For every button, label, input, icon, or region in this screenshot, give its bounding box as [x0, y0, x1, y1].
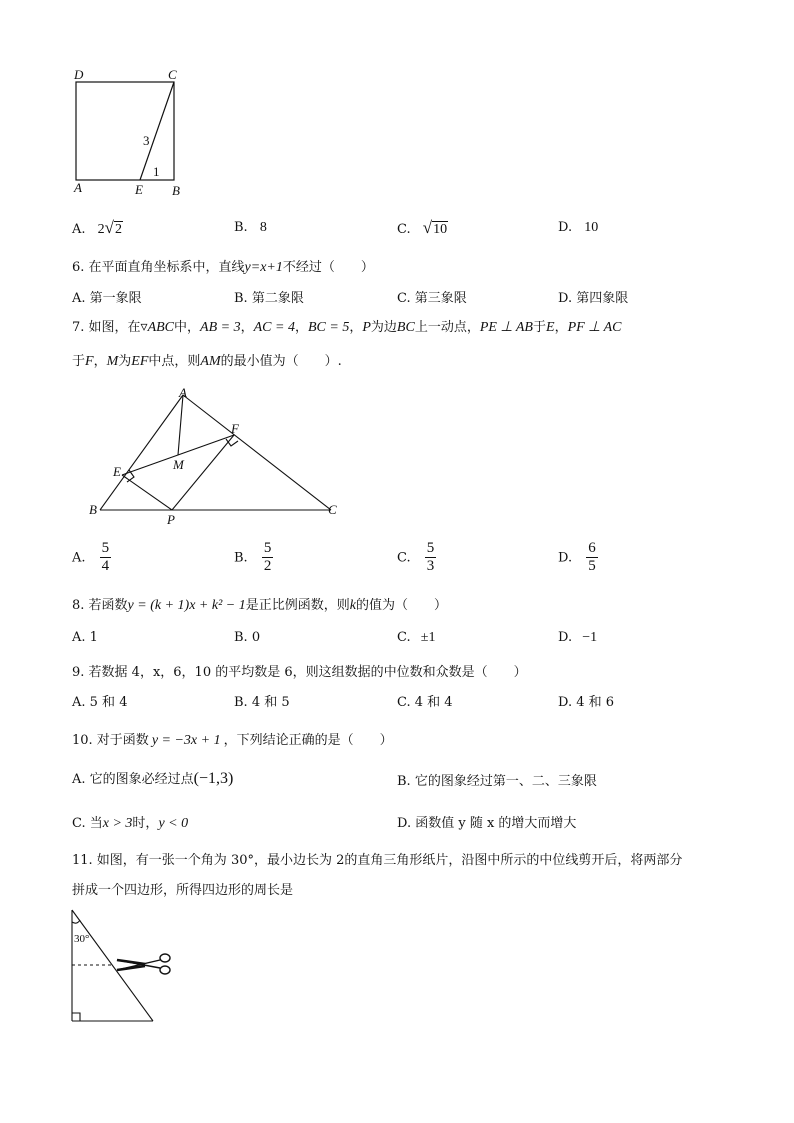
q7-text: 于: [532, 320, 546, 335]
q10-option-b[interactable]: B. 它的图象经过第一、二、三象限: [397, 774, 597, 789]
label-E: E: [135, 182, 143, 197]
sqrt-sign: √: [104, 218, 115, 237]
q10-function: y = −3x + 1: [151, 733, 221, 748]
q6-line-equation: y=x+1: [244, 260, 283, 275]
option-point: (−1,3): [193, 770, 234, 787]
label-A: A: [74, 180, 82, 195]
radicand: 2: [115, 222, 123, 237]
option-value: 10: [584, 220, 599, 235]
q7-m: M: [106, 354, 119, 369]
comma: ，: [349, 320, 363, 335]
option-value: 8: [259, 220, 267, 235]
angle-30-label: 30°: [74, 933, 90, 945]
q9-option-d[interactable]: D. 4 和 6: [558, 695, 615, 710]
denominator: 3: [426, 558, 435, 575]
q6-option-a[interactable]: A. 第一象限: [72, 291, 142, 306]
q9-option-c[interactable]: C. 4 和 4: [397, 695, 453, 710]
q7-text: 为: [118, 354, 132, 369]
scissors-icon: [117, 954, 170, 974]
q7-ef: EF: [131, 354, 149, 369]
option-letter: A.: [72, 222, 86, 237]
q7-triangle: ABC: [147, 320, 175, 335]
q8-text: 的值为（ ）: [355, 598, 447, 613]
denominator: 4: [101, 558, 110, 575]
numerator: 6: [586, 540, 598, 558]
label-angle-3: 3: [143, 133, 150, 148]
q7-p: P: [362, 320, 371, 335]
fig7-label-P: P: [167, 512, 175, 527]
q6-stem-end: 不经过（ ）: [282, 260, 374, 275]
q6-option-c[interactable]: C. 第三象限: [397, 291, 467, 306]
q7-text: 为边: [370, 320, 397, 335]
denominator: 2: [263, 558, 272, 575]
q8-option-a[interactable]: A. 1: [72, 630, 98, 645]
q11-stem-line1: 11. 如图，有一张一个角为 30°，最小边长为 2的直角三角形纸片，沿图中所示的中位线剪开后，将两部分: [72, 853, 683, 868]
option-letter: D.: [558, 630, 573, 645]
comma: ，: [554, 320, 568, 335]
q7-am: AM: [200, 354, 221, 369]
q8-k: k: [349, 598, 356, 613]
option-value: −1: [582, 630, 598, 645]
q7-text: 于: [72, 354, 86, 369]
comma: ，: [93, 354, 107, 369]
label-C: C: [168, 67, 177, 82]
q10-text: 10. 对于函数: [72, 733, 149, 748]
radicand: 10: [433, 222, 448, 237]
q8-text: 是正比例函数，则: [245, 598, 350, 613]
q7-e: E: [546, 320, 555, 335]
q7-text: 中点，则: [148, 354, 201, 369]
q7-pe: PE ⊥ AB: [479, 320, 533, 335]
option-letter: C.: [397, 630, 411, 645]
triangle-symbol: ▿: [140, 320, 148, 335]
option-result: y < 0: [158, 816, 189, 831]
coef: 2: [97, 222, 105, 237]
numerator: 5: [100, 540, 112, 558]
q7-ab: AB = 3: [200, 320, 241, 335]
option-letter: C.: [397, 222, 411, 237]
numerator: 5: [262, 540, 274, 558]
option-text: C. 当: [72, 816, 103, 831]
q7-bc-edge: BC: [396, 320, 415, 335]
fig7-label-C: C: [328, 502, 337, 517]
label-B: B: [172, 183, 180, 198]
option-value: ±1: [420, 630, 436, 645]
q10-option-d[interactable]: D. 函数值 y 随 x 的增大而增大: [397, 816, 577, 831]
option-letter: B.: [234, 220, 248, 235]
q9-option-b[interactable]: B. 4 和 5: [234, 695, 290, 710]
q7-text: 上一动点，: [414, 320, 480, 335]
option-text: A. 它的图象必经过点: [72, 772, 194, 787]
q7-text: 7. 如图，在: [72, 320, 141, 335]
q7-text: 的最小值为（ ）.: [220, 354, 342, 369]
q7-bc: BC = 5: [307, 320, 350, 335]
q6-stem-text: 6. 在平面直角坐标系中，直线: [72, 260, 245, 275]
q8-option-b[interactable]: B. 0: [234, 630, 261, 645]
fig7-label-B: B: [89, 502, 97, 517]
comma: ，: [294, 320, 308, 335]
option-letter: D.: [558, 550, 573, 566]
option-text: 时，: [132, 816, 159, 831]
q7-ac: AC = 4: [253, 320, 295, 335]
q7-text: 中，: [174, 320, 201, 335]
q6-option-b[interactable]: B. 第二象限: [234, 291, 304, 306]
denominator: 5: [588, 558, 596, 575]
q9-stem: 9. 若数据 4，x，6，10 的平均数是 6，则这组数据的中位数和众数是（ ）: [72, 665, 527, 680]
label-D: D: [74, 67, 84, 82]
option-letter: B.: [234, 550, 248, 566]
q7-pf: PF ⊥ AC: [567, 320, 622, 335]
option-letter: C.: [397, 550, 411, 566]
q10-text: ，下列结论正确的是（ ）: [223, 733, 393, 748]
sqrt-sign: √: [422, 218, 433, 237]
q11-stem-line2: 拼成一个四边形，所得四边形的周长是: [72, 883, 294, 898]
q7-f: F: [85, 354, 94, 369]
comma: ，: [240, 320, 254, 335]
q6-option-d[interactable]: D. 第四象限: [558, 291, 629, 306]
option-letter: D.: [558, 220, 573, 235]
label-angle-1: 1: [153, 164, 160, 179]
fig7-label-A: A: [179, 385, 187, 400]
q9-option-a[interactable]: A. 5 和 4: [72, 695, 128, 710]
fig7-label-E: E: [113, 464, 121, 479]
q8-function: y = (k + 1)x + k² − 1: [127, 598, 246, 613]
fig7-label-M: M: [173, 457, 184, 472]
numerator: 5: [425, 540, 437, 558]
option-condition: x > 3: [102, 816, 133, 831]
fig7-label-F: F: [231, 421, 239, 436]
q8-text: 8. 若函数: [72, 598, 128, 613]
option-letter: A.: [72, 550, 86, 566]
